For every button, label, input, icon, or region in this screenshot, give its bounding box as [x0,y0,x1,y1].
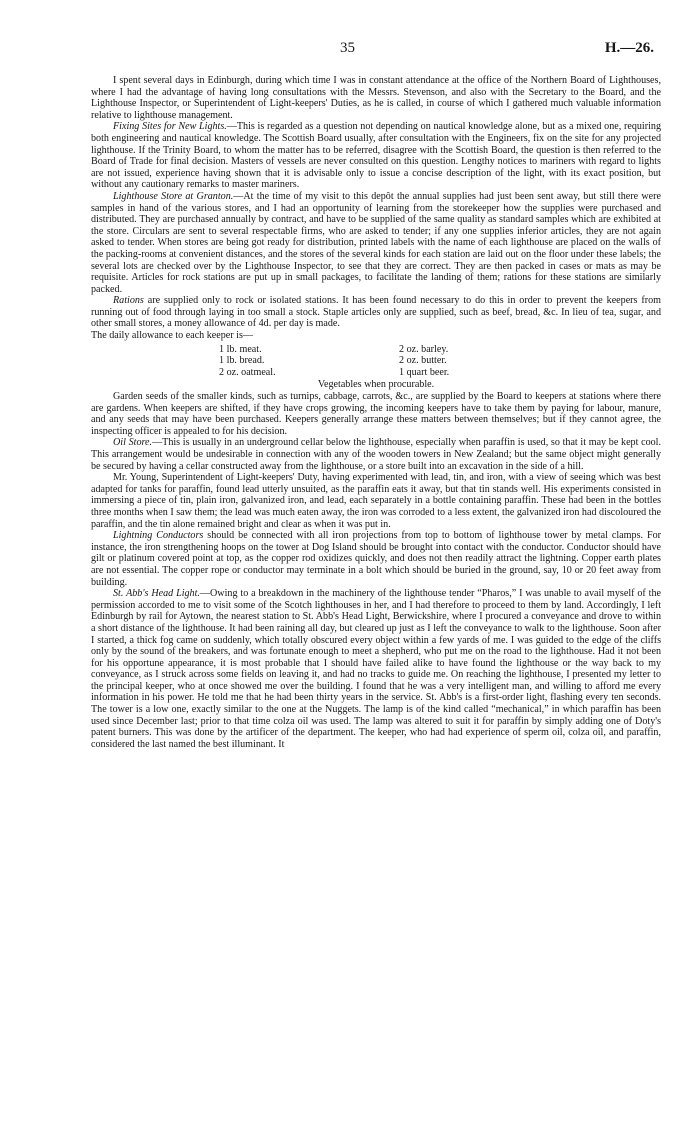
section-heading: Rations [113,295,144,307]
page-header [0,40,700,60]
page-number: 35 [340,40,355,56]
section-heading: Lightning Conductors [113,530,204,542]
allowance-note: Vegetables when procurable. [317,379,435,391]
allowance-intro: The daily allowance to each keeper is— [91,330,253,342]
paragraph-oil-store: Oil Store.—This is usually in an underground cellar below the lighthouse, especially when paraffin is used, so that it may be kept cool. This arrangement would be undesirable in connection with any of the wooden towers in New Zealand; but the same object might generally be secured by having a cellar constructed away from the lighthouse, or a store built into an excavation in the side of a hill. [91,437,661,472]
allowance-row: 2 oz. oatmeal. 1 quart beer. [219,366,450,378]
allowance-table [219,344,449,379]
paragraph-lighthouse-store: Lighthouse Store at Granton.—At the time of my visit to this depôt the annual supplies had just been sent away, but still there were samples in hand of the various stores, and I had an opportunity of learning from the storekeeper how the supplies were purchased and distributed. They are purchased annually by contract, and have to be supplied of the same quality as standard samples which are exhibited at the store. Circulars are sent to several respectable firms, who are asked to tender; if any one supplies inferior articles, they are not again asked to tender. When stores are being got ready for distribution, printed labels with the name of each lighthouse are placed on the walls of the packing-rooms at convenient distances, and the stores of the several kinds for each station are laid out on the floor under these labels; the several lots are checked over by the Lighthouse Inspector, to see that they are correct. They are then packed in cases or mats as may be requisite. Articles for rock stations are put up in small packages, to facilitate the landing of them; rations for these stations are similarly packed. [91,190,661,295]
allowance-row: 1 lb. meat. 2 oz. barley. [219,343,449,355]
paragraph-mr-young: Mr. Young, Superintendent of Light-keepers' Duty, having experimented with lead, tin, and iron, with a view of seeing which was best adapted for tanks for paraffin, found lead utterly unsuited, as the paraffin eats it away, but that tin stands well. His experiments consisted in immersing a piece of tin, plain iron, galvanized iron, and lead, each separately in a bottle containing paraffin. These had been in the bottles three months when I saw them; the lead was much eaten away, the iron was corroded to a less extent, the galvanized iron had discoloured the paraffin, and the tin alone remained bright and clear as when it was put in. [91,472,661,530]
section-heading: St. Abb's Head Light. [113,588,200,600]
section-heading: Lighthouse Store at Granton. [113,190,234,202]
paragraph-st-abbs-head: St. Abb's Head Light.—Owing to a breakdown in the machinery of the lighthouse tender “Pharos,” I was unable to avail myself of the permission accorded to me to visit some of the Scotch lighthouses in her, and I had therefore to proceed to them by land. Accordingly, I left Edinburgh by rail for Aytown, the nearest station to St. Abb's Head Light, Berwickshire, where I procured a conveyance and drove to within a short distance of the lighthouse. It had been raining all day, but cleared up just as I left the conveyance to walk to the lighthouse. Soon after I started, a thick fog came on suddenly, which totally obscured every object within a few yards of me. I was guided to the edge of the cliffs only by the sound of the breakers, and was fortunate enough to meet a shepherd, who put me on the road to the lighthouse. Had it not been for his opportune appearance, it is most probable that I should have failed alike to have found the lighthouse or the way back to my conveyance, as I struck across some fields on leaving it, and had no tracks to guide me. On reaching the lighthouse, I presented my letter to the principal keeper, who at once showed me over the building. I found that he was a very intelligent man, and willing to afford me every information in his power. He told me that he had been thirty years in the service. St. Abb's is a first-order light, flashing every ten seconds. The tower is a low one, exactly similar to the one at the Nuggets. The lamp is of the kind called “mechanical,” in which paraffin has been used since December last; prior to that time colza oil was used. The lamp was altered to suit it for paraffin by simply adding one of Doty's patent burners. This was done by the artificer of the department. The keeper, who had had experience of sperm oil, colza oil, and paraffin, considered the last named the best illuminant. It [91,588,662,750]
section-heading: Fixing Sites for New Lights. [113,121,227,133]
allowance-row: 1 lb. bread. 2 oz. butter. [219,355,447,367]
paragraph-lightning-conductors: Lightning Conductors should be connected with all iron projections from top to bottom of lighthouse tower by metal clamps. For instance, the iron strengthening hoops on the tower at Dog Island should be brought into contact with the conductor. Conductor should have gilt or platinum covered point at top, as the copper rod oxidizes quickly, and does not then readily attract the lightning. Copper earth plates are not essential. The copper rope or conductor may terminate in a bolt which should be buried in the ground, say, 10 or 20 feet away from building. [91,530,661,588]
document-reference: H.—26. [604,40,654,56]
paragraph-rations: Rations are supplied only to rock or isolated stations. It has been found necessary to do this in order to prevent the keepers from running out of food through laying in too small a stock. Staple articles only are supplied, such as beef, bread, &c. In lieu of tea, sugar, and other small stores, a money allowance of 4d. per day is made. [91,295,661,330]
section-heading: Oil Store. [113,437,153,449]
document-body [91,75,661,750]
paragraph-edinburgh: I spent several days in Edinburgh, during which time I was in constant attendance at the office of the Northern Board of Lighthouses, where I had the advantage of having long consultations with the Messrs. Stevenson, and also with the Secretary to the Board, and the Lighthouse Inspector, or Superintendent of Light-keepers' Duties, as he is called, in course of which I gathered much valuable information relative to lighthouse management. [91,75,661,121]
paragraph-fixing-sites: Fixing Sites for New Lights.—This is regarded as a question not depending on nautical knowledge alone, but as a mixed one, requiring both engineering and nautical knowledge. The Scottish Board usually, after consultation with the Engineers, fix on the site for any projected lighthouse. If the Trinity Board, to whom the matter has to be referred, disagree with the Scottish Board, the question is then referred to the Board of Trade for final decision. Masters of vessels are never consulted on this question. Lengthy notices to mariners with regard to lights are not issued, experience having shown that it is advisable only to issue a concise description of the light, with its exact position, but without any cautionary remarks to master mariners. [91,121,661,191]
paragraph-garden-seeds: Garden seeds of the smaller kinds, such as turnips, cabbage, carrots, &c., are supplied by the Board to keepers at stations where there are gardens. When keepers are shifted, if they have crops growing, the incoming keepers have to take them by paying for labour, manure, and any seeds that may have been purchased. Keepers generally arrange these matters between themselves; but if they cannot agree, the inspecting officer is appealed to for his decision. [91,391,661,437]
